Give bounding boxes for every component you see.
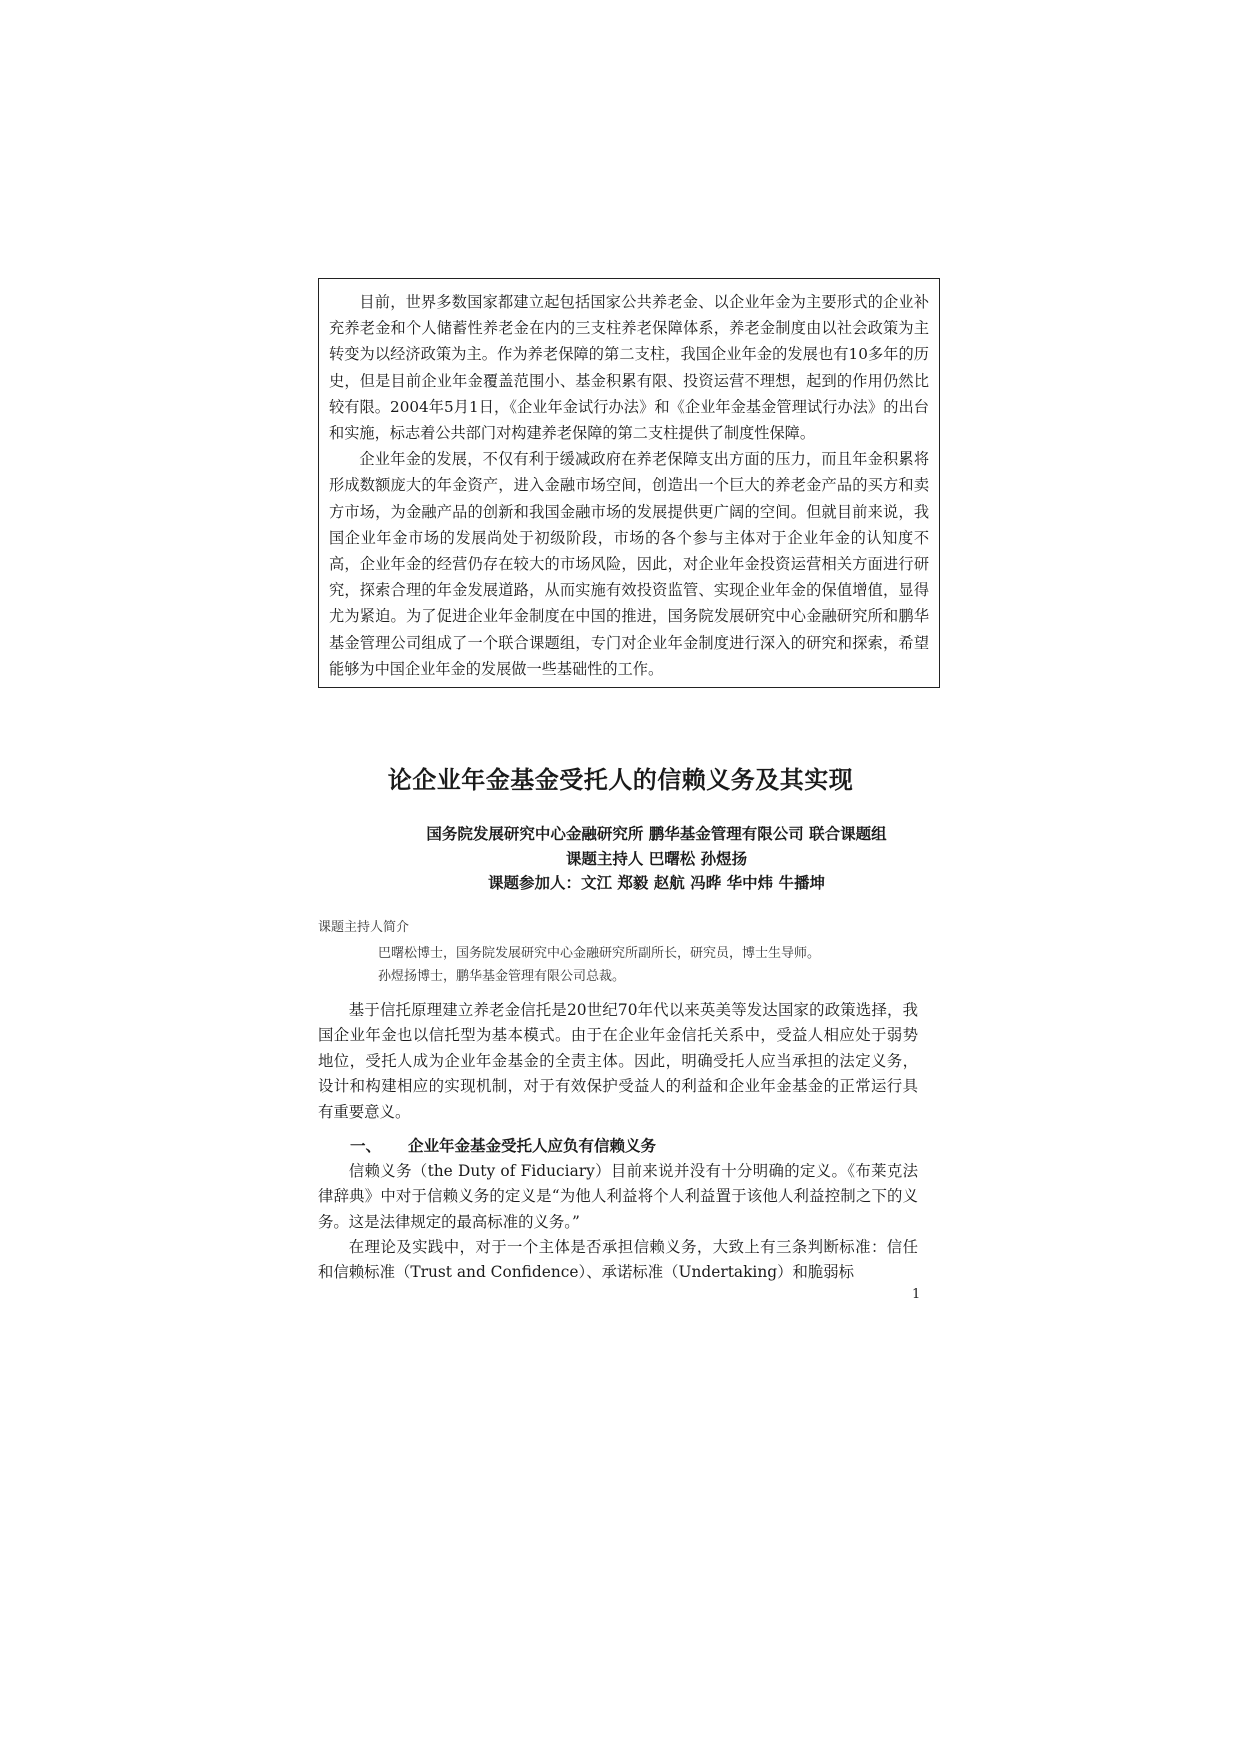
section-title: 企业年金基金受托人应负有信赖义务 — [408, 1136, 657, 1155]
intro-box — [318, 278, 940, 688]
body-paragraph: 在理论及实践中，对于一个主体是否承担信赖义务，大致上有三条判断标准：信任和信赖标准（Trust and Confidence）、承诺标准（Undertaking）和脆弱标 — [318, 1238, 918, 1282]
article-title: 论企业年金基金受托人的信赖义务及其实现 — [387, 766, 854, 794]
body-paragraph: 信赖义务（the Duty of Fiduciary）目前来说并没有十分明确的定义。《布莱克法律辞典》中对于信赖义务的定义是“为他人利益将个人利益置于该他人利益控制之下的义务。这是法律规定的最高标准的义务。” — [318, 1162, 918, 1231]
section-heading — [350, 1134, 656, 1156]
byline-hosts: 课题主持人 巴曙松 孙煜扬 — [565, 849, 748, 868]
bio-line: 巴曙松博士，国务院发展研究中心金融研究所副所长，研究员，博士生导师。 — [378, 946, 821, 961]
bio-heading: 课题主持人简介 — [318, 920, 410, 935]
byline-participants: 课题参加人：文江 郑毅 赵航 冯晔 华中炜 牛播坤 — [488, 873, 825, 892]
bio-line: 孙煜扬博士，鹏华基金管理有限公司总裁。 — [378, 969, 626, 984]
body-paragraph: 基于信托原理建立养老金信托是20世纪70年代以来英美等发达国家的政策选择，我国企业年金也以信托型为基本模式。由于在企业年金信托关系中，受益人相应处于弱势地位，受托人成为企业年金基金的全责主体。因此，明确受托人应当承担的法定义务，设计和构建相应的实现机制，对于有效保护受益人的利益和企业年金基金的正常运行具有重要意义。 — [318, 1001, 918, 1121]
section-number: 一、 — [350, 1136, 382, 1155]
intro-paragraph: 目前，世界多数国家都建立起包括国家公共养老金、以企业年金为主要形式的企业补充养老金和个人储蓄性养老金在内的三支柱养老保障体系，养老金制度由以社会政策为主转变为以经济政策为主。作为养老保障的第二支柱，我国企业年金的发展也有10多年的历史，但是目前企业年金覆盖范围小、基金积累有限、投资运营不理想，起到的作用仍然比较有限。2004年5月1日，《企业年金试行办法》和《企业年金基金管理试行办法》的出台和实施，标志着公共部门对构建养老保障的第二支柱提供了制度性保障。 — [329, 293, 929, 443]
intro-paragraph: 企业年金的发展，不仅有利于缓减政府在养老保障支出方面的压力，而且年金积累将形成数额庞大的年金资产，进入金融市场空间，创造出一个巨大的养老金产品的买方和卖方市场，为金融产品的创新和我国金融市场的发展提供更广阔的空间。但就目前来说，我国企业年金市场的发展尚处于初级阶段，市场的各个参与主体对于企业年金的认知度不高，企业年金的经营仍存在较大的市场风险，因此，对企业年金投资运营相关方面进行研究，探索合理的年金发展道路，从而实施有效投资监管、实现企业年金的保值增值，显得尤为紧迫。为了促进企业年金制度在中国的推进，国务院发展研究中心金融研究所和鹏华基金管理公司组成了一个联合课题组，专门对企业年金制度进行深入的研究和探索，希望能够为中国企业年金的发展做一些基础性的工作。 — [329, 450, 929, 678]
byline-organizations: 国务院发展研究中心金融研究所 鹏华基金管理有限公司 联合课题组 — [426, 824, 887, 843]
page-number: 1 — [912, 1287, 921, 1302]
